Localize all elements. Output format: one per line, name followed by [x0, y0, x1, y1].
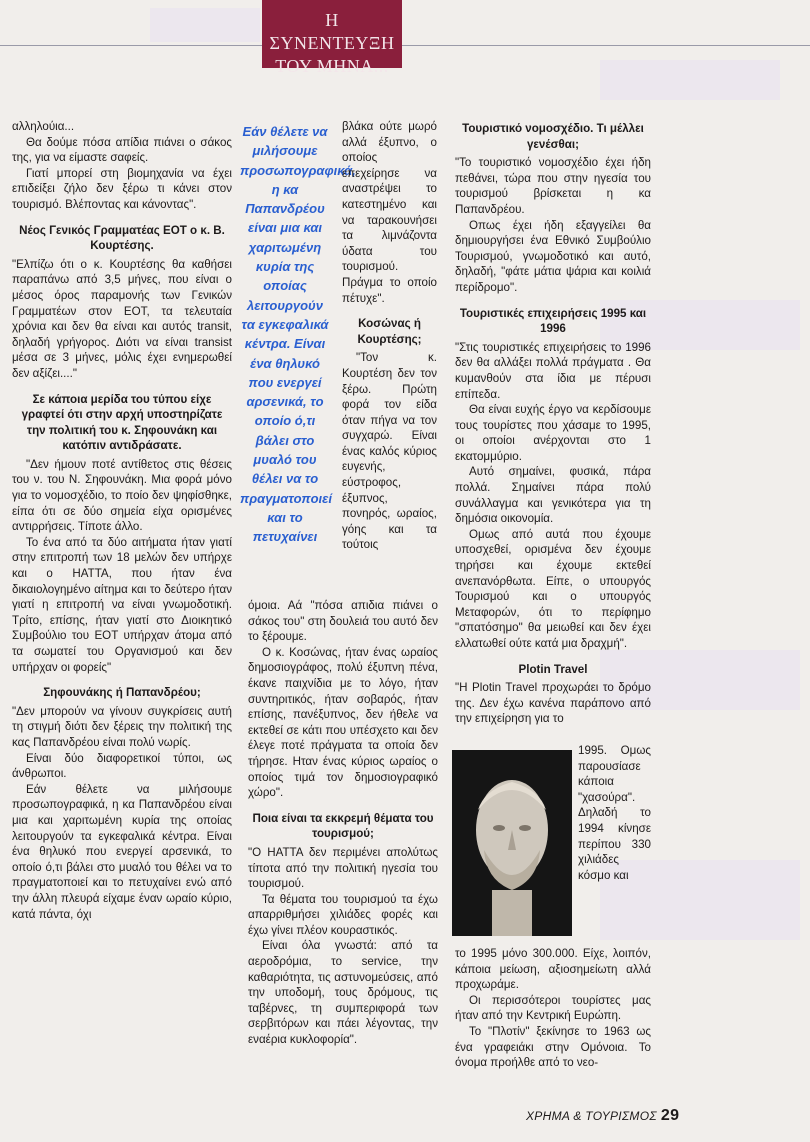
- subheading: Νέος Γενικός Γραμματέας ΕΟΤ ο κ. Β. Κουρτέσης.: [19, 223, 225, 253]
- paragraph: Γιατί μπορεί στη βιομηχανία να έχει επιδείξει ζήλο δεν ξέρω τι κάνει στον τουρισμό. Βλέποντας και κάνοντας".: [12, 166, 232, 211]
- paragraph: "Το τουριστικό νομοσχέδιο έχει ήδη πεθάνει, τώρα που στην ηγεσία του τουρισμού βρίσκεται η κα Παπανδρέου.: [455, 156, 651, 216]
- paragraph: 1995. Ομως παρουσίασε κάποια "χασούρα". Δηλαδή το 1994 κίνησε περίπου 330 χιλιάδες κόσμο και: [578, 744, 651, 882]
- paragraph: "Στις τουριστικές επιχειρήσεις το 1996 δεν θα αλλάξει πολλά πράγματα . Θα κυμανθούν στα ίδια με πέρυσι επίπεδα.: [455, 340, 651, 401]
- subheading: Τουριστικές επιχειρήσεις 1995 και 1996: [459, 306, 647, 336]
- paragraph: Είναι όλα γνωστά: από τα αεροδρόμια, το service, την καθαριότητα, τις αστυνομεύσεις, από την υποδομή, τους δρόμους, τις ταβέρνες, τη συμπεριφορά των σερβιτόρων και πάει λέγοντας, την εναέρια κυκλοφορία".: [248, 939, 438, 1047]
- subheading: Ποια είναι τα εκκρεμή θέματα του τουρισμού;: [252, 811, 434, 841]
- bust-illustration: [452, 750, 572, 936]
- paragraph: Ο κ. Κοσώνας, ήταν ένας ωραίος δημοσιογράφος, πολύ έξυπνη πένα, έκανε παιχνίδια με το λόγο, ήταν συντηριτικός, ήταν σοβαρός, ήταν επίσης, πανέξυπνος, δεν ήθελε να εκτεθεί σε κάτι που υπέσχετο και δεν έλεγε ποτέ πράγματα τα οποία δεν τήρησε. Ηταν ένας κύριος ωραίος ο οποίος τιμά τον δημοσιογραφικό χώρο".: [248, 645, 438, 800]
- bust-photo: [452, 750, 572, 936]
- paragraph: Τα θέματα του τουρισμού τα έχω απαρριθμήσει χιλιάδες φορές και έχω γίνει πλέον κουραστικός.: [248, 892, 438, 937]
- paragraph: Οι περισσότεροι τουρίστες μας ήταν από την Κεντρική Ευρώπη.: [455, 993, 651, 1023]
- paragraph: Θα δούμε πόσα απίδια πιάνει ο σάκος της, για να είμαστε σαφείς.: [12, 135, 232, 165]
- paragraph: Ομως από αυτά που έχουμε υποσχεθεί, ορισμένα δεν έχουμε τηρήσει και έχουμε εκτεθεί ανεπανόρθωτα. Είπε, ο υπουργός Τουρισμού και ο υπουργός Μεταφορών, ότι το περίφημο "σπατόσημο" θα μειωθεί και δεν έχει ελλατωθεί ούτε κατά μια δραχμή".: [455, 527, 651, 650]
- subheading: Σε κάποια μερίδα του τύπου είχε γραφτεί ότι στην αρχή υποστηρίζατε την πολιτική του κ. Σηφουνάκη και κατόπιν αντιδράσατε.: [21, 392, 223, 453]
- column-3-lower: [455, 946, 651, 1071]
- subheading: Plotin Travel: [518, 662, 588, 676]
- subheading: Σηφουνάκης ή Παπανδρέου;: [43, 686, 201, 700]
- paragraph: Το "Πλοτίν" ξεκίνησε το 1963 ως ένα γραφειάκι στην Ομόνοια. Το όνομα προήλθε από το νεο-: [455, 1024, 651, 1070]
- section-header: [262, 0, 402, 76]
- paragraph: "Ο ΗΑΤΤΑ δεν περιμένει απολύτως τίποτα από την πολιτική ηγεσία του τουρισμού.: [248, 845, 438, 891]
- paragraph: αλληλούια...: [12, 120, 75, 133]
- header-rule: [0, 45, 810, 46]
- header-line-2: ΤΟΥ ΜΗΝΑ...: [275, 56, 389, 76]
- background-watermark: [150, 8, 260, 42]
- paragraph: Είναι δύο διαφορετικοί τύποι, ως άνθρωποι.: [12, 751, 232, 781]
- subheading: Κοσώνας ή Κουρτέσης;: [357, 317, 422, 346]
- paragraph: Αυτό σημαίνει, φυσικά, πάρα πολλά. Σημαίνει πάρα πολύ συνάλλαγμα και γενικότερα για τη δημόσια οικονομία.: [455, 465, 651, 526]
- paragraph: "Ελπίζω ότι ο κ. Κουρτέσης θα καθήσει παραπάνω από 3,5 μήνες, που είναι ο μέσος όρος παραμονής των Γενικών Γραμματέων στον ΕΟΤ, τα τελευταία χρόνια και δεν θα είναι και αυτός transit, δηλαδή γρήγορος. Διότι να είναι transist μέσα σε 3 μήνες, μόλις έχει ενημερωθεί δεν αξίζει....": [12, 257, 232, 380]
- magazine-name: ΧΡΗΜΑ & ΤΟΥΡΙΣΜΟΣ: [526, 1109, 657, 1123]
- paragraph: Θα είναι ευχής έργο να κερδίσουμε τους τουρίστες που χάσαμε το 1995, οι οποίοι ανέρχονται στο 1 εκατομμύριο.: [455, 403, 651, 463]
- column-3: [455, 119, 651, 727]
- page-number: 29: [660, 1107, 680, 1124]
- subheading: Τουριστικό νομοσχέδιο. Τι μέλλει γενέσθαι;: [462, 122, 644, 151]
- header-line-1: Η ΣΥΝΕΝΤΕΥΞΗ: [269, 10, 395, 53]
- plotin-text-beside-photo: [578, 743, 651, 883]
- paragraph: "Η Plotin Travel προχωράει το δρόμο της. Δεν έχω κανένα παράπονο από την επιχείρηση για το: [455, 681, 651, 726]
- paragraph: βλάκα ούτε μωρό αλλά έξυπνο, ο οποίος επεχείρησε να αναστρέψει το κατεστημένο και να ταρακουνήσει τα λιμνάζοντα ύδατα του τουρισμού. Πράγμα το οποίο πέτυχε".: [342, 120, 437, 305]
- paragraph: "Τον κ. Κουρτέση δεν τον ξέρω. Πρώτη φορά τον είδα όταν πήγα να τον συγχαρώ. Είναι ένας καλός κύριος ευγενής, εύστροφος, έξυπνος, πονηρός, ωραίος, γόης και τα τούτοις: [342, 351, 437, 552]
- paragraph: "Δεν μπορούν να γίνουν συγκρίσεις αυτή τη στιγμή διότι δεν ξέρεις την πολιτική της κας Παπανδρέου είναι πολύ νωρίς.: [12, 704, 232, 749]
- paragraph: όμοια. Αά "πόσα απιδια πιάνει ο σάκος του" στη δουλειά του αυτό δεν το ξέρουμε.: [248, 599, 438, 644]
- column-2: [342, 119, 437, 553]
- paragraph: "Δεν ήμουν ποτέ αντίθετος στις θέσεις του ν. του Ν. Σηφουνάκη. Μια φορά μόνο για το νομοσχέδιο, το ποίο δεν ψηφίσθηκε, είπα ότι σε δύο σημεία είχα ορισμένες αντιρρήσεις. Τίποτε άλλο.: [12, 457, 232, 534]
- background-watermark: [600, 60, 780, 100]
- paragraph: Το ένα από τα δύο αιτήματα ήταν γιατί στην επιτροπή των 18 μελών δεν υπήρχε και ο ΗΑΤΤΑ, που ήταν ένα δικαιολογημένο αίτημα και το δεύτερο ήταν γιατί η επιτροπή να είναι γνωμοδοτική. Τρίτο, επίσης, ήταν γιατί στο Διοικητικό Συμβούλιο του ΕΟΤ υπήρχαν άτομα από τα σωματεί του Οργανισμού και δεν υπήρχαν οι φορείς": [12, 535, 232, 674]
- column-2-lower: [248, 598, 438, 1048]
- paragraph: Εάν θέλετε να μιλήσουμε προσωπογραφικά, η κα Παπανδρέου είναι μια και χαριτωμένη κυρία της οποίας λειτουργούν τα εγκεφαλικά κέντρα. Είναι ένα θηλυκό που ενεργεί αρσενικά, το οποίο ό,τι βάλει στο μυαλό του θέλει να το πραγματοποιεί και το πετυχαίνει ενώ από την άλλη πλευρά είχαμε έναν ωραίο κύριο, κατά πάντα, όχι: [12, 782, 232, 921]
- page-footer: [526, 1107, 679, 1125]
- paragraph: Οπως έχει ήδη εξαγγείλει θα δημιουργήσει ένα Εθνικό Συμβούλιο Τουρισμού, γνωμοδοτικό και αυτό, δηλαδή, "φάτε μάτια ψάρια και κοιλιά περίδρομο".: [455, 218, 651, 294]
- paragraph: το 1995 μόνο 300.000. Είχε, λοιπόν, κάποια μείωση, αξιοσημείωτη αλλά προχωράμε.: [455, 947, 651, 992]
- column-1: [12, 119, 232, 922]
- pull-quote: Εάν θέλετε να μιλήσουμε προσωπογραφικά, η κα Παπανδρέου είναι μια και χαριτωμένη κυρία της οποίας λειτουργούν τα εγκεφαλικά κέντρα. Είναι ένα θηλυκό που ενεργεί αρσενικά, το οποίο ό,τι βάλει στο μυαλό του θέλει να το πραγματοποιεί και το πετυχαίνει: [240, 124, 356, 545]
